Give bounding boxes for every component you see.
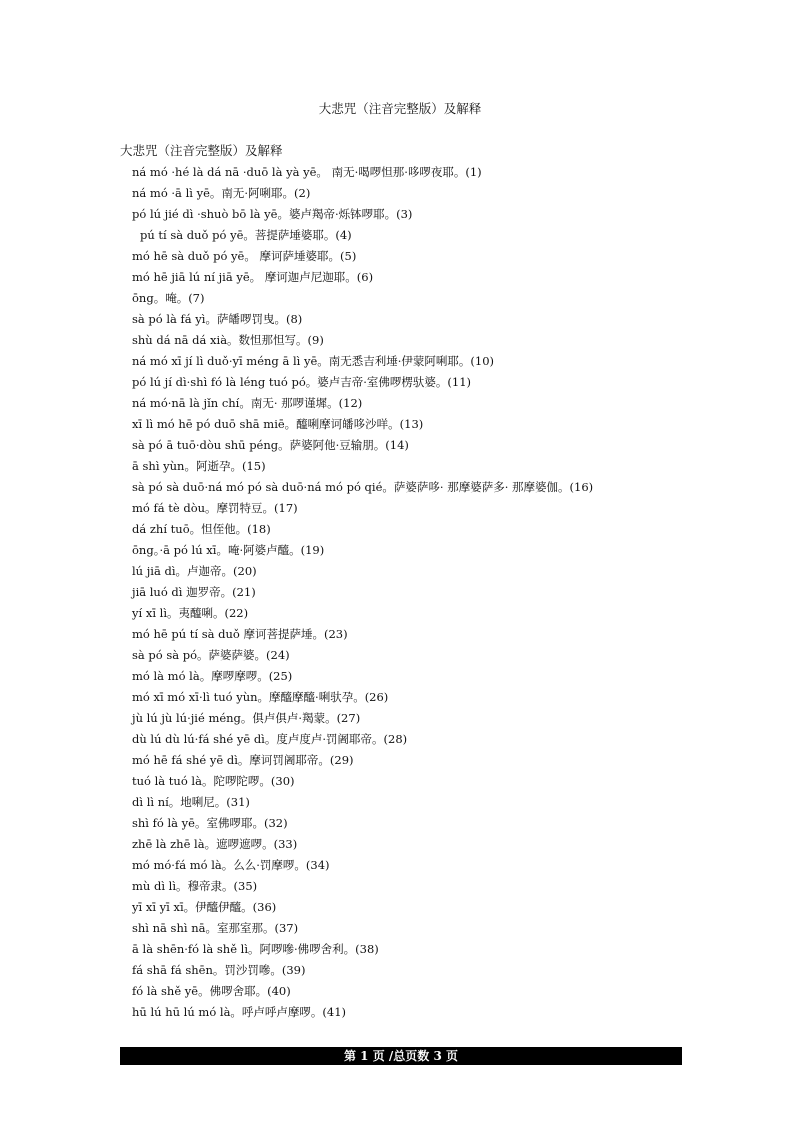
mantra-line: yī xī yī xī。伊醯伊醯。(36) (132, 900, 277, 914)
mantra-line: mó mó·fá mó là。么么·罚摩啰。(34) (132, 858, 330, 872)
mantra-line: fó là shě yē。佛啰舍耶。(40) (132, 984, 291, 998)
mantra-line: pú tí sà duǒ pó yē。菩提萨埵婆耶。(4) (140, 228, 352, 242)
mantra-line: mó hē pú tí sà duǒ 摩诃菩提萨埵。(23) (132, 627, 348, 641)
mantra-lines (132, 162, 752, 1023)
mantra-line: jiā luó dì 迦罗帝。(21) (132, 585, 256, 599)
mantra-line: shì nā shì nā。室那室那。(37) (132, 921, 299, 935)
mantra-line: lú jiā dì。卢迦帝。(20) (132, 564, 257, 578)
mantra-line: mó xī mó xī·lì tuó yùn。摩醯摩醯·唎驮孕。(26) (132, 690, 389, 704)
mantra-line: sà pó ā tuō·dòu shū péng。萨婆阿他·豆输朋。(14) (132, 438, 409, 452)
section-heading: 大悲咒（注音完整版）及解释 (120, 143, 283, 158)
mantra-line: pó lú jié dì ·shuò bō là yē。婆卢羯帝·烁钵啰耶。(3) (132, 207, 413, 221)
mantra-line: ná mó ·hé là dá nā ·duō là yà yē。 南无·喝啰怛那·哆啰夜耶。(1) (132, 165, 482, 179)
mantra-line: ōng。唵。(7) (132, 291, 205, 305)
mantra-line: yí xī lì。夷醯唎。(22) (132, 606, 249, 620)
mantra-line: ná mó xī jí lì duǒ·yī méng ā lì yē。南无悉吉利埵·伊蒙阿唎耶。(10) (132, 354, 495, 368)
mantra-line: mó hē fá shé yē dì。摩诃罚阇耶帝。(29) (132, 753, 354, 767)
mantra-line: ā shì yùn。阿逝孕。(15) (132, 459, 266, 473)
mantra-line: mó là mó là。摩啰摩啰。(25) (132, 669, 293, 683)
mantra-line: xī lì mó hē pó duō shā miē。醯唎摩诃皤哆沙咩。(13) (132, 417, 424, 431)
mantra-line: ná mó ·ā lì yē。南无·阿唎耶。(2) (132, 186, 311, 200)
mantra-line: zhē là zhē là。遮啰遮啰。(33) (132, 837, 298, 851)
mantra-line: pó lú jí dì·shì fó là léng tuó pó。婆卢吉帝·室佛啰楞驮婆。(11) (132, 375, 472, 389)
mantra-line: mó hē sà duǒ pó yē。 摩诃萨埵婆耶。(5) (132, 249, 357, 263)
mantra-line: sà pó sà pó。萨婆萨婆。(24) (132, 648, 290, 662)
mantra-line: ná mó·nā là jǐn chí。南无· 那啰谨墀。(12) (132, 396, 363, 410)
mantra-line: dì lì ní。地唎尼。(31) (132, 795, 250, 809)
mantra-line: sà pó sà duō·ná mó pó sà duō·ná mó pó qié。萨婆萨哆· 那摩婆萨多· 那摩婆伽。(16) (132, 480, 594, 494)
page-number-label: 第 1 页 /总页数 3 页 (344, 1049, 458, 1063)
mantra-line: sà pó là fá yì。萨皤啰罚曳。(8) (132, 312, 303, 326)
mantra-line: mó hē jiā lú ní jiā yē。 摩诃迦卢尼迦耶。(6) (132, 270, 374, 284)
mantra-line: fá shā fá shēn。罚沙罚嘇。(39) (132, 963, 306, 977)
page-footer (120, 1047, 682, 1065)
mantra-line: hū lú hū lú mó là。呼卢呼卢摩啰。(41) (132, 1005, 347, 1019)
mantra-line: dá zhí tuō。怛侄他。(18) (132, 522, 271, 536)
mantra-line: tuó là tuó là。陀啰陀啰。(30) (132, 774, 295, 788)
mantra-line: dù lú dù lú·fá shé yē dì。度卢度卢·罚阇耶帝。(28) (132, 732, 408, 746)
mantra-line: shù dá nā dá xià。数怛那怛写。(9) (132, 333, 324, 347)
mantra-line: jù lú jù lú·jié méng。俱卢俱卢·羯蒙。(27) (132, 711, 361, 725)
mantra-line: ōng。·ā pó lú xī。唵·阿婆卢醯。(19) (132, 543, 325, 557)
mantra-line: mó fá tè dòu。摩罚特豆。(17) (132, 501, 298, 515)
mantra-line: ā là shēn·fó là shě lì。阿啰嘇·佛啰舍利。(38) (132, 942, 379, 956)
mantra-line: shì fó là yē。室佛啰耶。(32) (132, 816, 288, 830)
page-title: 大悲咒（注音完整版）及解释 (318, 101, 482, 116)
mantra-line: mù dì lì。穆帝隶。(35) (132, 879, 258, 893)
